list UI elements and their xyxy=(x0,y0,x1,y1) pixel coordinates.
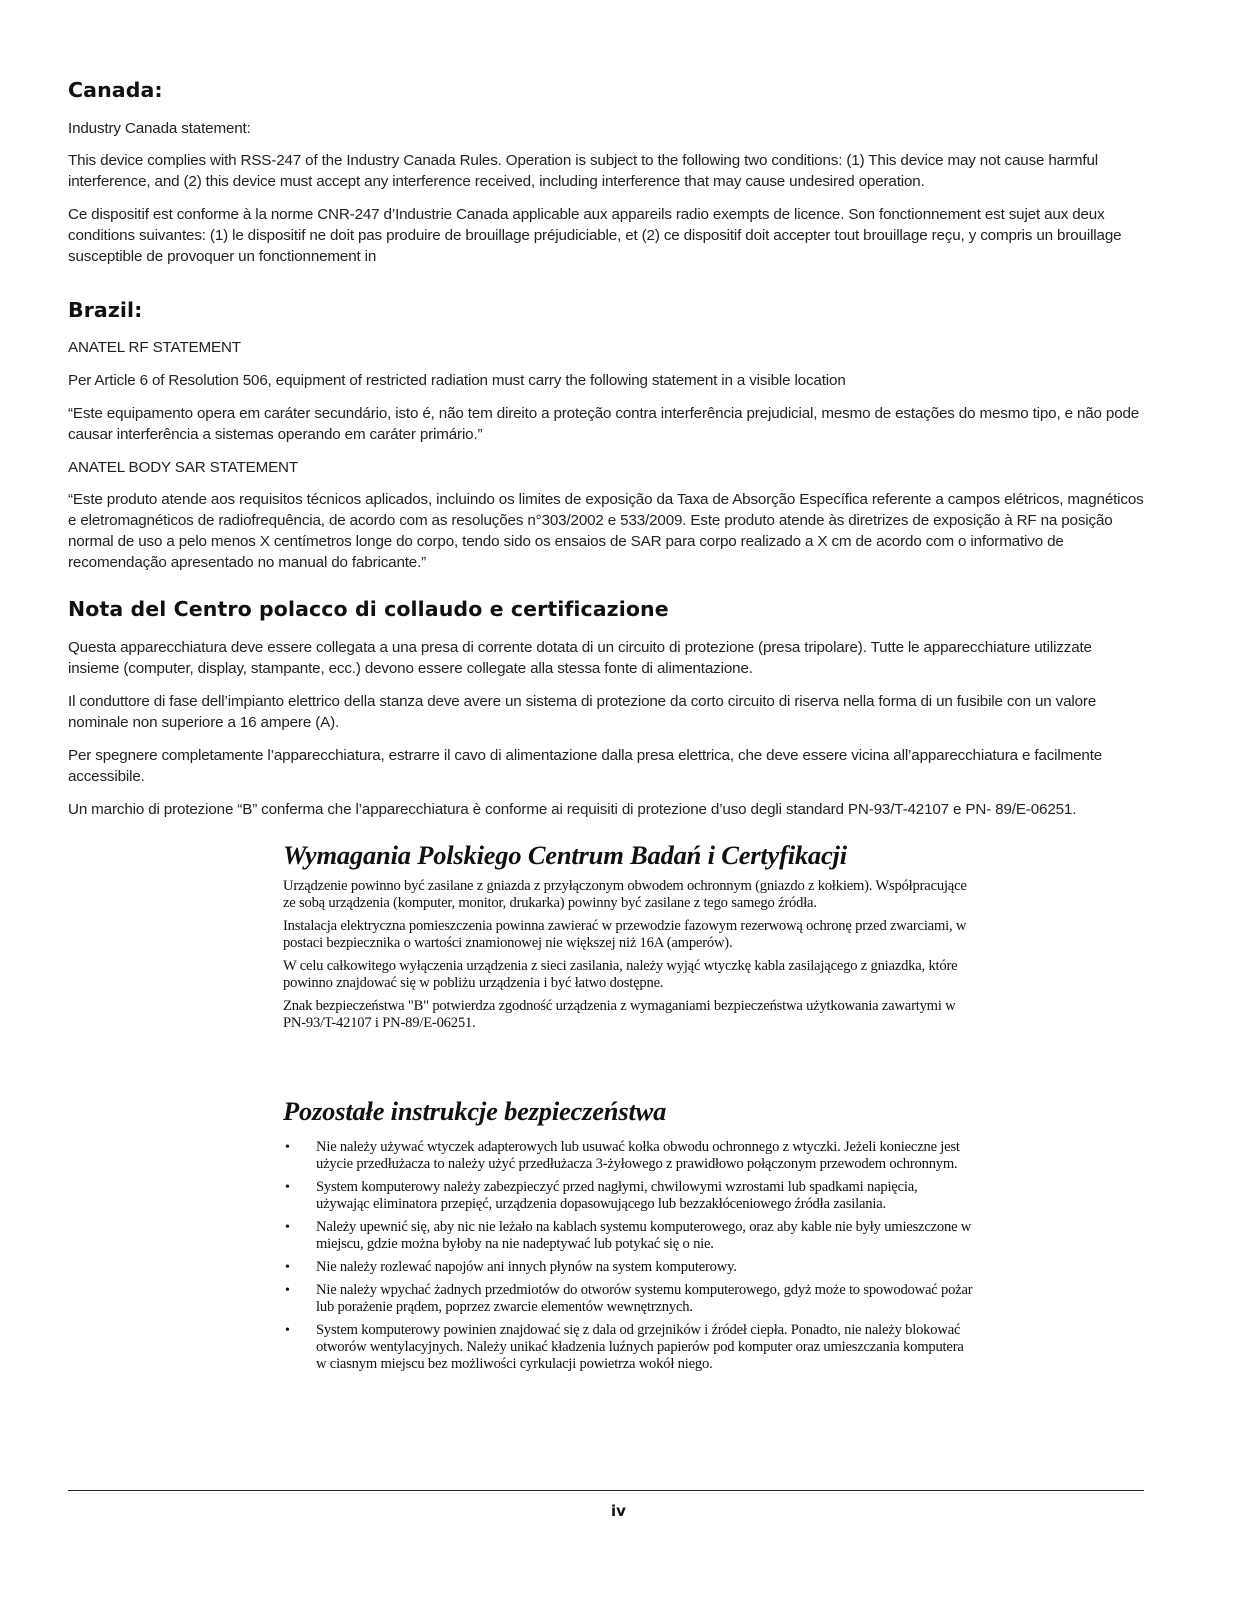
canada-paragraph-3: Ce dispositif est conforme à la norme CNR-247 d’Industrie Canada applicable aux appareils radio exempts de licence. Son fonctionnement est sujet aux deux conditions suivantes: (1) le dispositif ne doit pas produire de brouillage préjudiciable, et (2) ce dispositif doit accepter tout brouillage reçu, y compris un brouillage susceptible de provoquer un fonctionnement in xyxy=(68,206,1122,265)
nota-paragraph-1: Questa apparecchiatura deve essere collegata a una presa di corrente dotata di un circuito di protezione (presa tripolare). Tutte le apparecchiature utilizzate insieme (computer, display, stampante, ecc.) devono essere collegate alla stessa fonte di alimentazione. xyxy=(68,639,1092,677)
list-item: • Nie należy używać wtyczek adapterowych lub usuwać kołka obwodu ochronnego z wtyczki. Jeżeli konieczne jest użycie przedłużacza to należy użyć przedłużacza 3-żyłowego z prawidłowo połączonym przewodem ochronnym. xyxy=(285,1139,960,1172)
bullet-icon: • xyxy=(285,1140,290,1155)
brazil-paragraph-5: “Este produto atende aos requisitos técnicos aplicados, incluindo os limites de exposição da Taxa de Absorção Específica referente a campos elétricos, magnéticos e eletromagnéticos de radiofrequência, de acordo com as resoluções n°303/2002 e 533/2009. Este produto atende às diretrizes de exposição à RF na posição normal de uso a pelo menos X centímetros longe do corpo, tendo sido os ensaios de SAR para corpo realizado a X cm de acordo com o informativo de recomendação apresentado no manual do fabricante.” xyxy=(68,491,1144,571)
nota-paragraph-3: Per spegnere completamente l’apparecchiatura, estrarre il cavo di alimentazione dalla presa elettrica, che deve essere vicina all’apparecchiatura e facilmente accessibile. xyxy=(68,747,1103,785)
bullet-icon: • xyxy=(285,1323,290,1338)
polish-heading-2: Pozostałe instrukcje bezpieczeństwa xyxy=(283,1096,667,1126)
polish-paragraph-3: W celu całkowitego wyłączenia urządzenia z sieci zasilania, należy wyjąć wtyczkę kabla zasilającego z gniazdka, które powinno znajdować się w pobliżu urządzenia i być łatwo dostępne. xyxy=(283,958,958,991)
list-item: • System komputerowy powinien znajdować się z dala od grzejników i źródeł ciepła. Ponadto, nie należy blokować otworów wentylacyjnych. Należy unikać kładzenia luźnych papierów pod komputer oraz umieszczania komputera w ciasnym miejscu bez możliwości cyrkulacji powietrza wokół niego. xyxy=(285,1322,964,1372)
footer-divider xyxy=(68,1490,1144,1491)
brazil-paragraph-4: ANATEL BODY SAR STATEMENT xyxy=(68,459,299,476)
bullet-icon: • xyxy=(285,1283,290,1298)
canada-paragraph-1: Industry Canada statement: xyxy=(68,120,251,137)
brazil-paragraph-3: “Este equipamento opera em caráter secundário, isto é, não tem direito a proteção contra interferência prejudicial, mesmo de estações do mesmo tipo, e não pode causar interferência a sistemas operando em caráter primário.” xyxy=(68,405,1140,443)
polish-paragraph-4: Znak bezpieczeństwa "B" potwierdza zgodność urządzenia z wymaganiami bezpieczeństwa użytkowania zawartymi w PN-93/T-42107 i PN-89/E-06251. xyxy=(283,998,956,1031)
list-item: • Nie należy rozlewać napojów ani innych płynów na system komputerowy. xyxy=(285,1259,737,1275)
safety-list xyxy=(283,1139,973,1373)
brazil-heading: Brazil: xyxy=(68,298,143,322)
bullet-icon: • xyxy=(285,1220,290,1235)
bullet-icon: • xyxy=(285,1260,290,1275)
nota-paragraph-2: Il conduttore di fase dell’impianto elettrico della stanza deve avere un sistema di protezione da corto circuito di riserva nella forma di un fusibile con un valore nominale non superiore a 16 ampere (A). xyxy=(68,693,1097,731)
bullet-icon: • xyxy=(285,1180,290,1195)
polish-requirements-block xyxy=(283,840,973,1032)
page-number: iv xyxy=(611,1502,626,1520)
list-item: • Należy upewnić się, aby nic nie leżało na kablach systemu komputerowego, oraz aby kable nie były umieszczone w miejscu, gdzie można byłoby na nie nadeptywać lub potykać się o nie. xyxy=(285,1219,972,1252)
canada-heading: Canada: xyxy=(68,78,163,102)
nota-heading: Nota del Centro polacco di collaudo e certificazione xyxy=(68,597,669,621)
nota-paragraph-4: Un marchio di protezione “B” conferma che l’apparecchiatura è conforme ai requisiti di protezione d’uso degli standard PN-93/T-42107 e PN- 89/E-06251. xyxy=(68,801,1077,818)
list-item: • System komputerowy należy zabezpieczyć przed nagłymi, chwilowymi wzrostami lub spadkami napięcia, używając eliminatora przepięć, urządzenia dopasowującego lub bezzakłóceniowego źródła zasilania. xyxy=(285,1179,918,1212)
polish-paragraph-2: Instalacja elektryczna pomieszczenia powinna zawierać w przewodzie fazowym rezerwową ochronę przed zwarciami, w postaci bezpiecznika o wartości znamionowej nie większej niż 16A (amperów). xyxy=(283,918,967,951)
canada-paragraph-2: This device complies with RSS-247 of the Industry Canada Rules. Operation is subject to the following two conditions: (1) This device may not cause harmful interference, and (2) this device must accept any interference received, including interference that may cause undesired operation. xyxy=(68,152,1098,190)
polish-paragraph-1: Urządzenie powinno być zasilane z gniazda z przyłączonym obwodem ochronnym (gniazdo z kołkiem). Współpracujące ze sobą urządzenia (komputer, monitor, drukarka) powinny być zasilane z tego samego źródła. xyxy=(283,878,967,911)
list-item: • Nie należy wpychać żadnych przedmiotów do otworów systemu komputerowego, gdyż może to spowodować pożar lub porażenie prądem, poprzez zwarcie elementów wewnętrznych. xyxy=(285,1282,973,1315)
brazil-paragraph-2: Per Article 6 of Resolution 506, equipment of restricted radiation must carry the following statement in a visible location xyxy=(68,372,846,389)
polish-safety-block xyxy=(283,1096,973,1373)
polish-heading-1: Wymagania Polskiego Centrum Badań i Certyfikacji xyxy=(283,840,847,870)
brazil-paragraph-1: ANATEL RF STATEMENT xyxy=(68,339,241,356)
